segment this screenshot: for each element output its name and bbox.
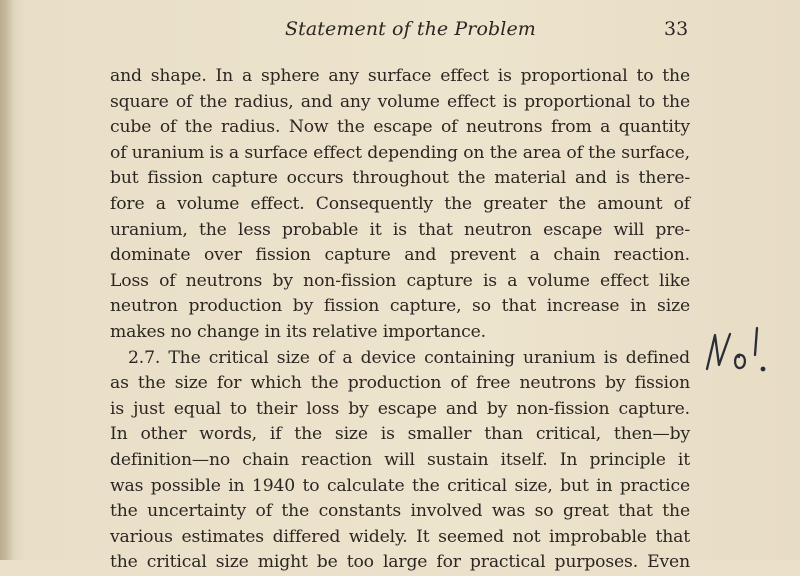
text-line: definition—no chain reaction will sustain itself. In principle it	[110, 449, 690, 470]
text-line: the uncertainty of the constants involved was so great that the	[110, 501, 690, 522]
running-title: Statement of the Problem	[285, 18, 536, 40]
body-text	[110, 64, 690, 576]
text-line: uranium, the less probable it is that neutron escape will pre-	[110, 219, 690, 240]
text-line: fore a volume effect. Consequently the greater the amount of	[110, 193, 690, 214]
ink-strokes	[707, 328, 765, 371]
text-line: dominate over fission capture and prevent a chain reaction.	[110, 245, 690, 266]
text-line: cube of the radius. Now the escape of neutrons from a quantity	[110, 117, 690, 138]
page-number: 33	[664, 18, 689, 40]
text-line: Loss of neutrons by non-fission capture is a volume effect like	[110, 270, 690, 291]
text-line: of uranium is a surface effect depending on the area of the surface,	[110, 142, 690, 163]
ink-letter-o	[735, 355, 745, 368]
handwriting-ink	[700, 322, 780, 382]
text-line: the critical size might be too large for practical purposes. Even	[110, 552, 690, 573]
text-line: In other words, if the size is smaller than critical, then—by	[110, 424, 690, 445]
page-header	[0, 18, 800, 44]
ink-exclamation-dot	[761, 367, 766, 372]
text-line: as the size for which the production of free neutrons by fission	[110, 373, 690, 394]
text-line: is just equal to their loss by escape and by non-fission capture.	[110, 398, 690, 419]
text-line: various estimates differed widely. It seemed not improbable that	[110, 526, 690, 547]
text-line: and shape. In a sphere any surface effect is proportional to the	[110, 66, 690, 86]
text-line: but fission capture occurs throughout the material and is there-	[110, 168, 690, 189]
text-line: was possible in 1940 to calculate the critical size, but in practice	[110, 475, 690, 496]
ink-letter-n	[707, 334, 730, 369]
text-line: neutron production by fission capture, so that increase in size	[110, 296, 690, 317]
handwritten-margin-note	[700, 322, 780, 382]
ink-exclamation-stroke	[755, 328, 757, 355]
paragraph-start-line: 2.7. The critical size of a device containing uranium is defined	[128, 347, 690, 368]
page-gutter-shadow	[0, 0, 14, 560]
text-line: makes no change in its relative importance.	[110, 321, 486, 342]
text-line: square of the radius, and any volume effect is proportional to the	[110, 91, 690, 112]
